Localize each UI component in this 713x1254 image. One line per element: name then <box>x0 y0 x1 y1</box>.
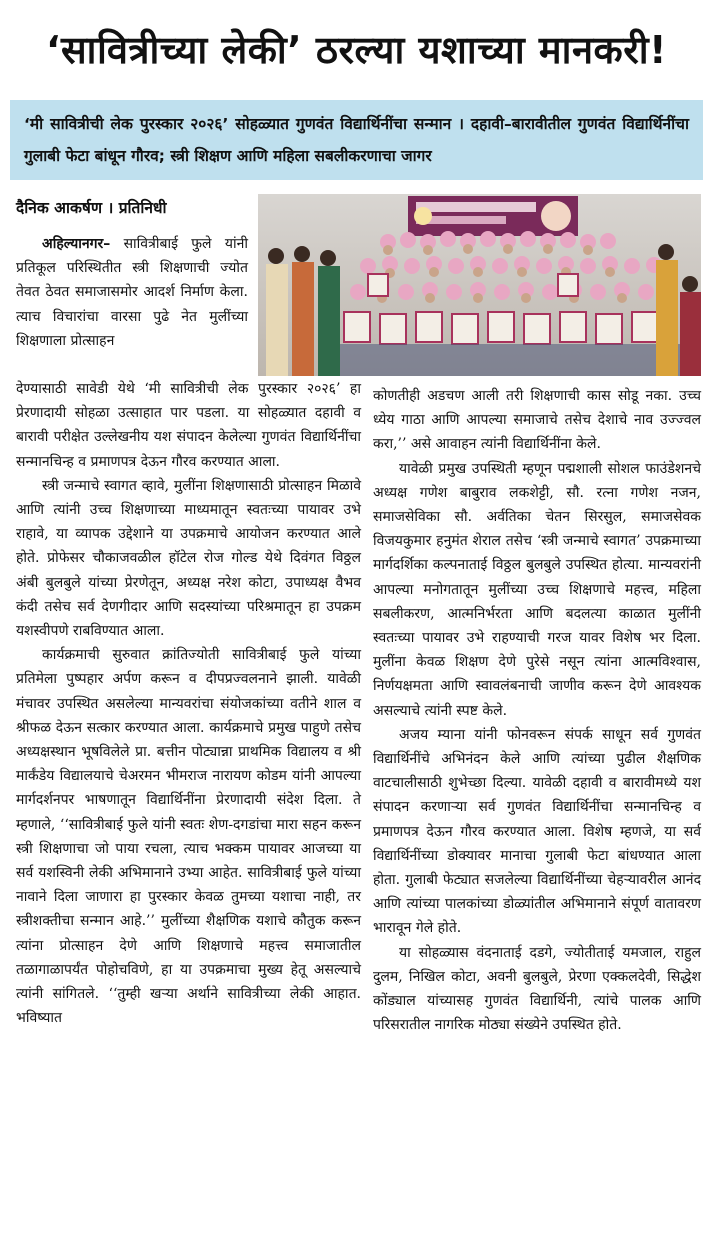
paragraph-1a <box>16 232 248 353</box>
paragraph-5: अजय म्याना यांनी फोनवरून संपर्क साधून सर्व गुणवंत विद्यार्थिनींचे अभिनंदन केले आणि त्यांच्या पुढील शैक्षणिक वाटचालीसाठी शुभेच्छा दिल्या. यावेळी दहावी व बारावीमध्ये यश संपादन करणाऱ्या सर्व गुणवंत विद्यार्थिनींचा सन्मानचिन्ह व प्रमाणपत्र देऊन गौरव करण्यात आला. विशेष म्हणजे, या सर्व विद्यार्थिनींच्या डोक्यावर मानाचा गुलाबी फेटा बांधण्यात आला होता. गुलाबी फेट्यात सजलेल्या विद्यार्थिनींच्या चेहऱ्यावरील आनंद आणि त्यांच्या पालकांच्या डोळ्यांतील अभिमानाने संपूर्ण वातावरण भारावून गेले होते. <box>373 726 701 937</box>
headline: ‘सावित्रीच्या लेकी’ ठरल्या यशाच्या मानकरी! <box>46 28 667 72</box>
article-right-column <box>373 384 701 1037</box>
article-left-column <box>16 377 361 1030</box>
article-intro <box>16 232 248 353</box>
paragraph-1a-text: सावित्रीबाई फुले यांनी प्रतिकूल परिस्थितीत स्त्री शिक्षणाची ज्योत तेवत ठेवत समाजासमोर आदर्श निर्माण केला. त्याच विचारांचा वारसा पुढे नेत मुलींच्या शिक्षणाला प्रोत्साहन <box>16 236 248 349</box>
subheadline-deck: ‘मी सावित्रीची लेक पुरस्कार २०२६’ सोहळ्यात गुणवंत विद्यार्थिनींचा सन्मान । दहावी–बारावीतील गुणवंत विद्यार्थिनींचा गुलाबी फेटा बांधून गौरव; स्त्री शिक्षण आणि महिला सबलीकरणाचा जागर <box>10 100 703 180</box>
dateline: अहिल्यानगर– <box>42 236 111 252</box>
byline: दैनिक आकर्षण । प्रतिनिधी <box>16 199 167 217</box>
paragraph-1b: देण्यासाठी सावेडी येथे ‘मी सावित्रीची लेक पुरस्कार २०२६’ हा प्रेरणादायी सोहळा उत्साहात पार पडला. या सोहळ्यात दहावी व बारावी परीक्षेत उल्लेखनीय यश संपादन केलेल्या गुणवंत विद्यार्थिनींचा सन्मानचिन्ह व प्रमाणपत्र देऊन गौरव करण्यात आला. <box>16 381 361 470</box>
paragraph-4: यावेळी प्रमुख उपस्थिती म्हणून पद्मशाली सोशल फाउंडेशनचे अध्यक्ष गणेश बाबुराव लकशेट्टी, सौ. रत्ना गणेश नजन, समाजसेविका सौ. अर्वतिका चेतन सिरसुल, समाजसेवक विजयकुमार हनुमंत शेराल तसेच ‘स्त्री जन्माचे स्वागत’ उपक्रमाच्या मार्गदर्शिका कल्पनाताई विठ्ठल बुलबुले उपस्थित होत्या. मान्यवरांनी आपल्या मनोगतातून मुलींच्या उच्च शिक्षणाचे महत्त्व, महिला सबलीकरण, आत्मनिर्भरता आणि बदलत्या काळात मुलींनी स्वतःच्या पायावर उभे राहण्याची गरज यावर विशेष भर दिला. मुलींना केवळ शिक्षण देणे पुरेसे नसून त्यांना आत्मविश्वास, निर्णयक्षमता आणि स्वावलंबनाची जाणीव करून देणे आवश्यक असल्याचे त्यांनी स्पष्ट केले. <box>373 460 701 719</box>
paragraph-3-continued: कोणतीही अडचण आली तरी शिक्षणाची कास सोडू नका. उच्च ध्येय गाठा आणि आपल्या समाजाचे तसेच देशाचे नाव उज्ज्वल करा,’’ असे आवाहन त्यांनी विद्यार्थिनींना केले. <box>373 388 701 453</box>
paragraph-2: स्त्री जन्माचे स्वागत व्हावे, मुलींना शिक्षणासाठी प्रोत्साहन मिळावे आणि त्यांनी उच्च शिक्षणाच्या माध्यमातून स्वतःच्या पायावर उभे राहावे, या व्यापक उद्देशाने या उपक्रमाचे आयोजन करण्यात आले होते. प्रोफेसर चौकाजवळील हॉटेल रोज गोल्ड येथे दिवंगत विठ्ठल अंबी बुलबुले यांच्या प्रेरणेतून, अध्यक्ष नरेश कोटा, उपाध्यक्ष वैभव कंदी तसेच सर्व देणगीदार आणि सदस्यांच्या परिश्रमातून हा उपक्रम यशस्वीपणे राबविण्यात आला. <box>16 477 361 640</box>
paragraph-6: या सोहळ्यास वंदनाताई दडगे, ज्योतीताई यमजाल, राहुल दुलम, निखिल कोटा, अवनी बुलबुले, प्रेरणा एक्कलदेवी, सिद्धेश कोंड्याल यांच्यासह गुणवंत विद्यार्थिनी, त्यांचे पालक आणि परिसरातील नागरिक मोठ्या संख्येने उपस्थित होते. <box>373 944 701 1034</box>
paragraph-3: कार्यक्रमाची सुरुवात क्रांतिज्योती सावित्रीबाई फुले यांच्या प्रतिमेला पुष्पहार अर्पण करून व दीपप्रज्वलनाने झाली. यावेळी मंचावर उपस्थित असलेल्या मान्यवरांचा संयोजकांच्या वतीने शाल व श्रीफळ देऊन सत्कार करण्यात आला. कार्यक्रमाचे प्रमुख पाहुणे तसेच अध्यक्षस्थान भूषविलेले प्रा. बत्तीन पोट्यान्ना प्राथमिक विद्यालय व श्री मार्कंडेय विद्यालयाचे चेअरमन भीमराज नारायण कोडम यांनी आपल्या मार्गदर्शनपर भाषणातून विद्यार्थिनींना प्रेरणादायी संदेश दिला. ते म्हणाले, ‘‘सावित्रीबाई फुले यांनी स्वतः शेण-दगडांचा मारा सहन करून स्त्री शिक्षणाचा जो पाया रचला, त्याच भक्कम पायावर आजच्या या सर्व यशस्विनी लेकी अभिमानाने उभ्या आहेत. सावित्रीबाई फुले यांच्या नावाने दिला जाणारा हा पुरस्कार केवळ तुमच्या यशाचा नाही, तर स्त्रीशक्तीचा सन्मान आहे.’’ मुलींच्या शैक्षणिक यशाचे कौतुक करून त्यांना प्रोत्साहन देणे आणि शिक्षणाचे महत्त्व समाजातील तळागाळापर्यंत पोहोचविणे, हा या उपक्रमाचा मुख्य हेतू असल्याचे त्यांनी सांगितले. ‘‘तुम्ही खऱ्या अर्थाने सावित्रीच्या लेकी आहात. भविष्यात <box>16 647 361 1027</box>
event-photo <box>258 194 701 376</box>
